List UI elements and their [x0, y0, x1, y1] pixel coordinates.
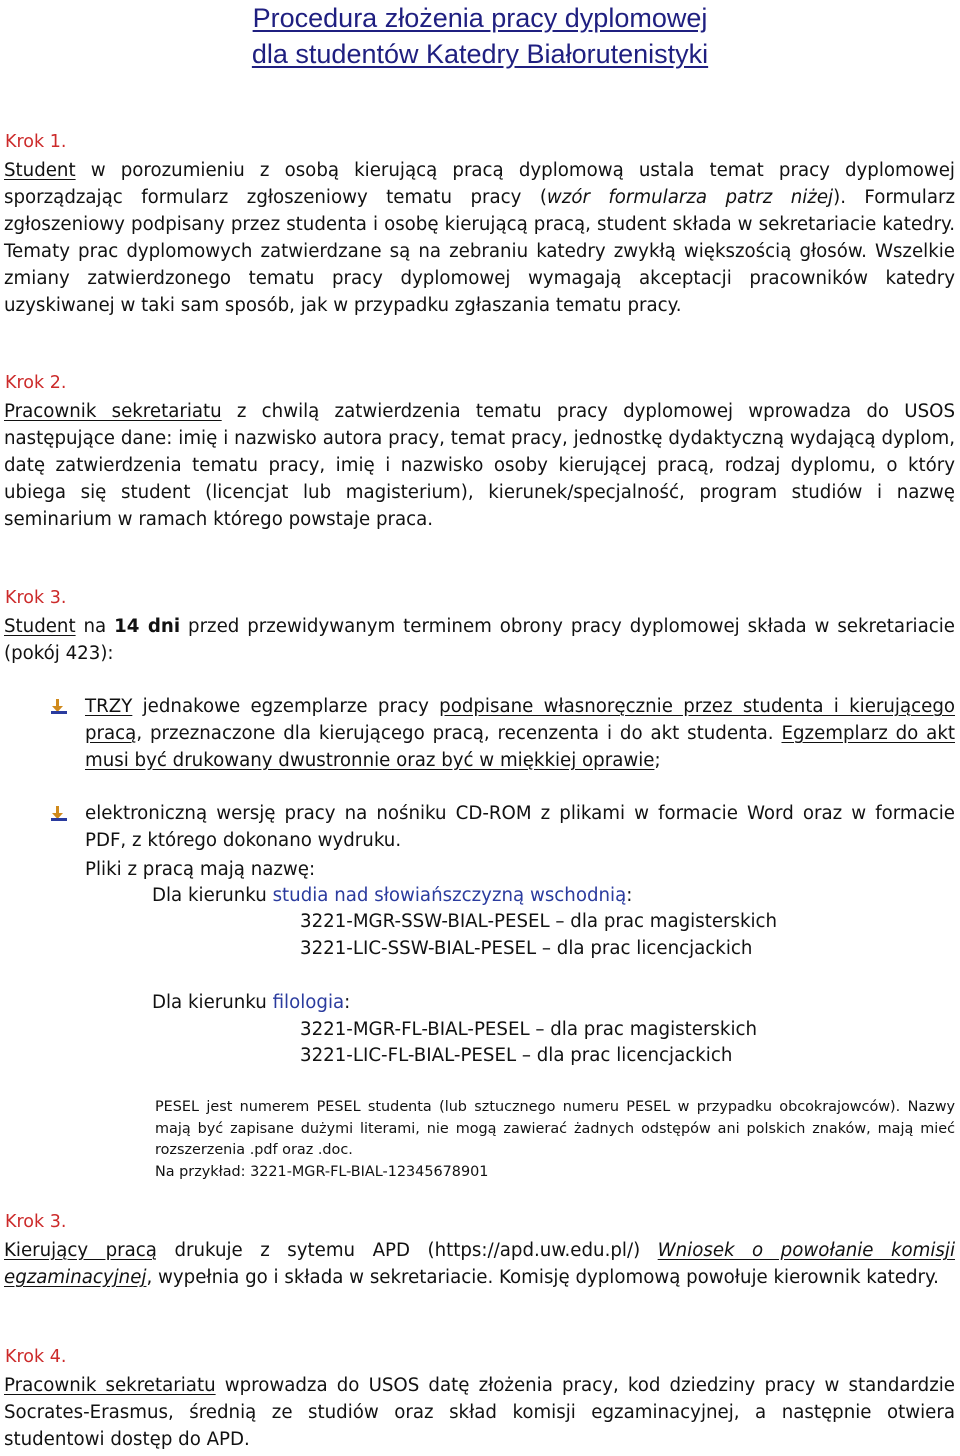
- step1-italic: wzór formularza patrz niżej: [546, 186, 834, 208]
- step3b-text-a: drukuje z sytemu APD (https://apd.uw.edu.pl/): [156, 1240, 658, 1261]
- step3b-text-b: , wypełnia go i składa w sekretariacie. Komisję dyplomową powołuje kierownik katedry.: [146, 1266, 939, 1288]
- step2-text: z chwilą zatwierdzenia tematu pracy dyplomowej wprowadza do USOS następujące dane: imię i nazwisko autora pracy, temat pracy, jednostkę dydaktyczną wydającą dyplom, datę zatwierdzenia tematu pracy, imię i nazwisko osoby kierującej pracą, rodzaj dyplomu, o który ubiega się student (licencjat lub magisterium), kierunek/specjalność, program studiów i nazwę seminarium w ramach którego powstaje praca.: [4, 401, 955, 530]
- step1-text-a: w porozumieniu z osobą kierującą pracą dyplomową ustala temat pracy dyplomowej sporządzając formularz zgłoszeniowy tematu pracy (: [4, 160, 955, 208]
- document-title-line1: Procedura złożenia pracy dyplomowej: [252, 3, 708, 33]
- step1-label: Krok 1.: [5, 132, 67, 152]
- bullet1-text-b: , przeznaczone dla kierującego pracą, recenzenta i do akt studenta.: [136, 722, 782, 744]
- step3-label: Krok 3.: [5, 588, 67, 608]
- step2-label: Krok 2.: [5, 373, 67, 393]
- step4-paragraph: [4, 1373, 955, 1454]
- major1-suffix: :: [626, 885, 633, 906]
- bullet1-signed: podpisane własnoręcznie przez studenta i kierującego pracą: [85, 696, 955, 744]
- major1-heading: [152, 883, 632, 909]
- step3-text-b: przed przewidywanym terminem obrony pracy dyplomowej składa w sekretariacie (pokój 423):: [4, 616, 955, 664]
- step3b-label: Krok 3.: [5, 1212, 67, 1232]
- step3-text-a: na: [75, 616, 115, 637]
- pesel-example: Na przykład: 3221-MGR-FL-BIAL-12345678901: [155, 1164, 489, 1180]
- step3b-form-link: Wniosek o powołanie komisji egzaminacyjnej: [4, 1240, 955, 1288]
- step2-actor: Pracownik sekretariatu: [4, 401, 222, 422]
- arrow-down-bullet-icon: [51, 699, 67, 714]
- step4-actor: Pracownik sekretariatu: [4, 1375, 216, 1396]
- files-intro: Pliki z pracą mają nazwę:: [85, 859, 316, 880]
- step3-days: 14 dni: [114, 616, 181, 637]
- bullet1-paragraph: [85, 694, 955, 775]
- major1-name: studia nad słowiańszczyzną wschodnią: [272, 885, 627, 906]
- major2-suffix: :: [344, 992, 351, 1013]
- major2-filename-lic: 3221-LIC-FL-BIAL-PESEL – dla prac licencjackich: [300, 1045, 733, 1066]
- step1-actor: Student: [4, 160, 76, 181]
- arrow-down-bullet-icon: [51, 806, 67, 821]
- major2-heading: [152, 990, 350, 1016]
- step4-label: Krok 4.: [5, 1347, 67, 1367]
- major1-filename-lic: 3221-LIC-SSW-BIAL-PESEL – dla prac licencjackich: [300, 938, 753, 959]
- major2-filename-mgr: 3221-MGR-FL-BIAL-PESEL – dla prac magisterskich: [300, 1019, 758, 1040]
- step3-paragraph: [4, 614, 955, 668]
- major1-filename-mgr: 3221-MGR-SSW-BIAL-PESEL – dla prac magisterskich: [300, 911, 778, 932]
- step3-actor: Student: [4, 616, 76, 637]
- pesel-note: PESEL jest numerem PESEL studenta (lub sztucznego numeru PESEL w przypadku obcokrajowców). Nazwy mają być zapisane dużymi literami, nie mogą zawierać żadnych odstępów ani polskich znaków, mają mieć rozszerzenia .pdf oraz .doc.: [155, 1099, 955, 1158]
- major1-prefix: Dla kierunku: [152, 885, 273, 906]
- major2-prefix: Dla kierunku: [152, 992, 273, 1013]
- step3b-actor: Kierujący pracą: [4, 1240, 157, 1261]
- bullet1-count: TRZY: [85, 696, 133, 717]
- document-title-line2: dla studentów Katedry Białorutenistyki: [251, 39, 709, 69]
- bullet1-binding: Egzemplarz do akt musi być drukowany dwustronnie oraz być w miękkiej oprawie: [85, 722, 955, 771]
- step1-text-b: ). Formularz zgłoszeniowy podpisany przez studenta i osobę kierującą pracą, student składa w sekretariacie katedry. Tematy prac dyplomowych zatwierdzane są na zebraniu katedry zwykłą większością głosów. Wszelkie zmiany zatwierdzonego tematu pracy dyplomowej wymagają akceptacji pracowników katedry uzyskiwanej w taki sam sposób, jak w przypadku zgłaszania tematu pracy.: [4, 186, 955, 316]
- step2-paragraph: [4, 399, 955, 534]
- step4-text: wprowadza do USOS datę złożenia pracy, kod dziedziny pracy w standardzie Socrates-Erasmus, średnią ze studiów oraz skład komisji egzaminacyjnej, a następnie otwiera studentowi dostęp do APD.: [4, 1375, 956, 1450]
- bullet2-paragraph: elektroniczną wersję pracy na nośniku CD-ROM z plikami w formacie Word oraz w formacie PDF, z którego dokonano wydruku.: [85, 803, 955, 851]
- step3b-paragraph: [4, 1238, 955, 1292]
- major2-name: filologia: [272, 992, 345, 1013]
- bullet1-text-a: jednakowe egzemplarze pracy: [132, 696, 440, 717]
- step1-paragraph: [4, 158, 955, 319]
- bullet1-text-c: ;: [654, 749, 661, 771]
